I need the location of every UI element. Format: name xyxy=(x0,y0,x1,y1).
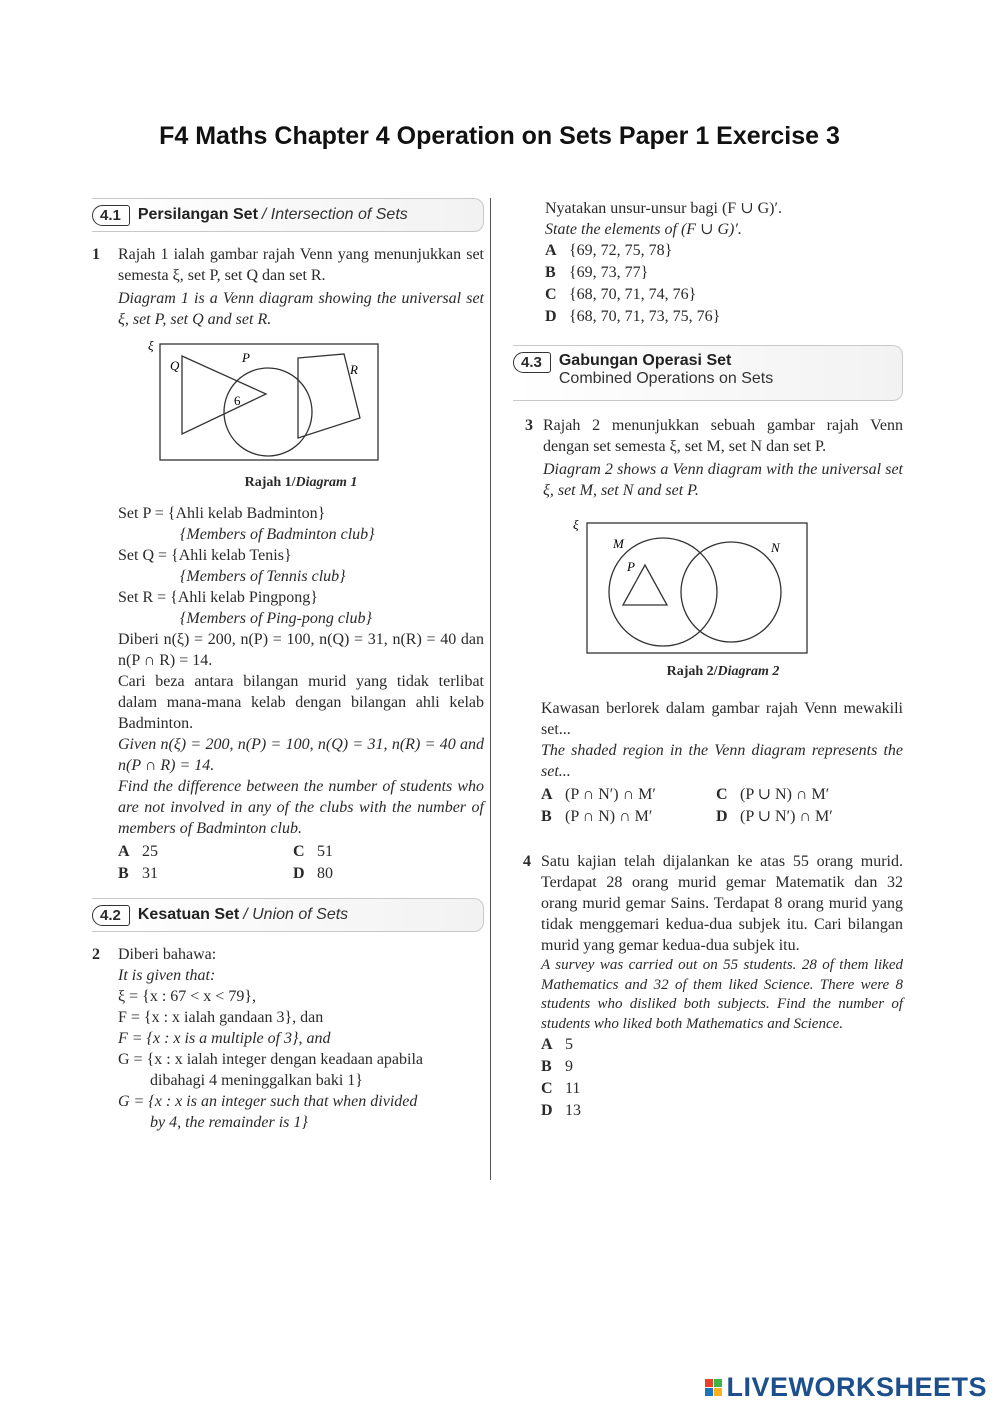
question-text-en: Diagram 1 is a Venn diagram showing the universal set ξ, set P, set Q and set R. xyxy=(118,290,484,328)
section-header-4-3 xyxy=(513,345,903,401)
logo-mark-icon xyxy=(705,1379,722,1396)
section-number: 4.2 xyxy=(92,905,130,926)
q2-line: Diberi bahawa: xyxy=(118,946,217,963)
question-number: 4 xyxy=(523,853,531,870)
answer-options xyxy=(545,240,903,327)
option-c[interactable]: C (P ∪ N) ∩ M′ xyxy=(716,786,830,803)
set-m-circle xyxy=(609,538,717,646)
option-c[interactable]: C {68, 70, 71, 74, 76} xyxy=(545,286,697,303)
question-number: 1 xyxy=(92,246,100,263)
q2-line: dibahagi 4 meninggalkan baki 1} xyxy=(150,1072,363,1089)
venn-diagram-1 xyxy=(148,338,418,468)
diagram-caption: Rajah 1/Diagram 1 xyxy=(244,475,358,490)
option-c[interactable]: C 11 xyxy=(541,1080,581,1097)
set-q-triangle xyxy=(182,356,266,434)
option-d[interactable]: D {68, 70, 71, 73, 75, 76} xyxy=(545,308,721,325)
q2-line: G = {x : x is an integer such that when divided xyxy=(118,1093,418,1110)
question-ask-ms: Nyatakan unsur-unsur bagi (F ∪ G)′. xyxy=(545,200,782,217)
question-number: 2 xyxy=(92,946,100,963)
question-text-en: A survey was carried out on 55 students. 28 of them liked Mathematics and 32 of them liked Science. There were 8 students who disliked both subjects. Find the number of students who liked both Mathematics and Science. xyxy=(541,957,903,1032)
section-number: 4.3 xyxy=(513,352,551,373)
diagram-caption: Rajah 2/Diagram 2 xyxy=(666,664,780,679)
section-header-4-2 xyxy=(92,898,484,932)
question-ask-en: State the elements of (F ∪ G)′. xyxy=(545,221,742,238)
m-label: M xyxy=(613,536,624,551)
question-text-ms: Rajah 1 ialah gambar rajah Venn yang menunjukkan set semesta ξ, set P, set Q dan set R. xyxy=(118,246,484,284)
option-d[interactable]: D 80 xyxy=(293,865,333,882)
set-n-circle xyxy=(681,542,781,642)
section-number: 4.1 xyxy=(92,205,130,226)
option-b[interactable]: B 31 xyxy=(118,865,158,882)
set-p-definition: Set P = {Ahli kelab Badminton} {Members of Badminton club} xyxy=(118,505,375,543)
option-a[interactable]: A (P ∩ N′) ∩ M′ xyxy=(541,786,656,803)
q2-line: It is given that: xyxy=(118,967,216,984)
option-b[interactable]: B 9 xyxy=(541,1058,573,1075)
option-a[interactable]: A {69, 72, 75, 78} xyxy=(545,242,673,259)
left-column xyxy=(92,198,484,1133)
set-q-definition: Set Q = {Ahli kelab Tenis} {Members of Tennis club} xyxy=(118,547,346,585)
option-d[interactable]: D 13 xyxy=(541,1102,581,1119)
q-label: Q xyxy=(170,358,180,373)
p-label: P xyxy=(242,350,250,365)
set-r-definition: Set R = {Ahli kelab Pingpong} {Members of Ping-pong club} xyxy=(118,589,372,627)
question-number: 3 xyxy=(525,417,533,434)
answer-options xyxy=(541,1034,903,1121)
given-en: Given n(ξ) = 200, n(P) = 100, n(Q) = 31, n(R) = 40 and n(P ∩ R) = 14. xyxy=(118,736,484,774)
liveworksheets-logo[interactable] xyxy=(705,1372,987,1403)
column-divider xyxy=(490,198,491,1180)
xi-label: ξ xyxy=(573,517,579,532)
question-3-ask xyxy=(541,698,903,827)
option-b[interactable]: B (P ∩ N) ∩ M′ xyxy=(541,808,653,825)
question-text-ms: Satu kajian telah dijalankan ke atas 55 orang murid. Terdapat 28 orang murid gemar Matematik dan 32 orang murid gemar Sains. Terdapat 8 orang murid yang tidak menggemari kedua-dua subjek itu. Cari bilangan murid yang gemar kedua-dua subjek itu. xyxy=(541,853,903,954)
q2-line: by 4, the remainder is 1} xyxy=(150,1114,308,1131)
option-a[interactable]: A 25 xyxy=(118,843,158,860)
p-label: P xyxy=(627,559,635,574)
option-c[interactable]: C 51 xyxy=(293,843,333,860)
logo-text: LIVEWORKSHEETS xyxy=(726,1372,987,1402)
section-title-ms: Kesatuan Set xyxy=(137,906,240,923)
q2-line: ξ = {x : 67 < x < 79}, xyxy=(118,988,257,1005)
q2-line: G = {x : x ialah integer dengan keadaan apabila xyxy=(118,1051,424,1068)
q2-line: F = {x : x ialah gandaan 3}, dan xyxy=(118,1009,324,1026)
option-a[interactable]: A 5 xyxy=(541,1036,573,1053)
question-ask-ms: Cari beza antara bilangan murid yang tidak terlibat dalam mana-mana kelab dengan bilangan ahli kelab Badminton. xyxy=(118,673,484,732)
region-value: 6 xyxy=(234,393,241,408)
question-4 xyxy=(523,851,903,1121)
option-d[interactable]: D (P ∪ N′) ∩ M′ xyxy=(716,808,833,825)
right-column xyxy=(513,198,903,1122)
question-ask-en: The shaded region in the Venn diagram represents the set... xyxy=(541,742,903,780)
page-title: F4 Maths Chapter 4 Operation on Sets Paper 1 Exercise 3 xyxy=(159,122,840,150)
option-b[interactable]: B {69, 73, 77} xyxy=(545,264,649,281)
section-header-4-1 xyxy=(92,198,484,232)
given-ms: Diberi n(ξ) = 200, n(P) = 100, n(Q) = 31, n(R) = 40 dan n(P ∩ R) = 14. xyxy=(118,631,484,669)
q2-line: F = {x : x is a multiple of 3}, and xyxy=(118,1030,331,1047)
question-3 xyxy=(525,415,903,682)
answer-options xyxy=(541,784,903,827)
question-text-ms: Rajah 2 menunjukkan sebuah gambar rajah Venn dengan set semesta ξ, set M, set N dan set P. xyxy=(543,417,903,455)
section-title-ms: Persilangan Set xyxy=(137,206,258,223)
answer-options xyxy=(118,841,484,884)
section-title-en: / Union of Sets xyxy=(243,906,349,923)
question-1 xyxy=(92,244,484,884)
n-label: N xyxy=(771,540,780,555)
venn-diagram-2 xyxy=(573,517,813,657)
question-ask-en: Find the difference between the number of students who are not involved in any of the clubs with the number of members of Badminton club. xyxy=(118,778,484,837)
question-2-continued xyxy=(519,198,903,327)
section-title-en: Combined Operations on Sets xyxy=(558,370,774,387)
section-title-ms: Gabungan Operasi Set xyxy=(558,352,732,369)
question-2 xyxy=(92,944,484,1133)
question-ask-ms: Kawasan berlorek dalam gambar rajah Venn mewakili set... xyxy=(541,700,903,738)
section-title-en: / Intersection of Sets xyxy=(261,206,408,223)
question-text-en: Diagram 2 shows a Venn diagram with the universal set ξ, set M, set N and set P. xyxy=(543,461,903,499)
r-label: R xyxy=(350,362,358,377)
xi-label: ξ xyxy=(148,338,154,353)
